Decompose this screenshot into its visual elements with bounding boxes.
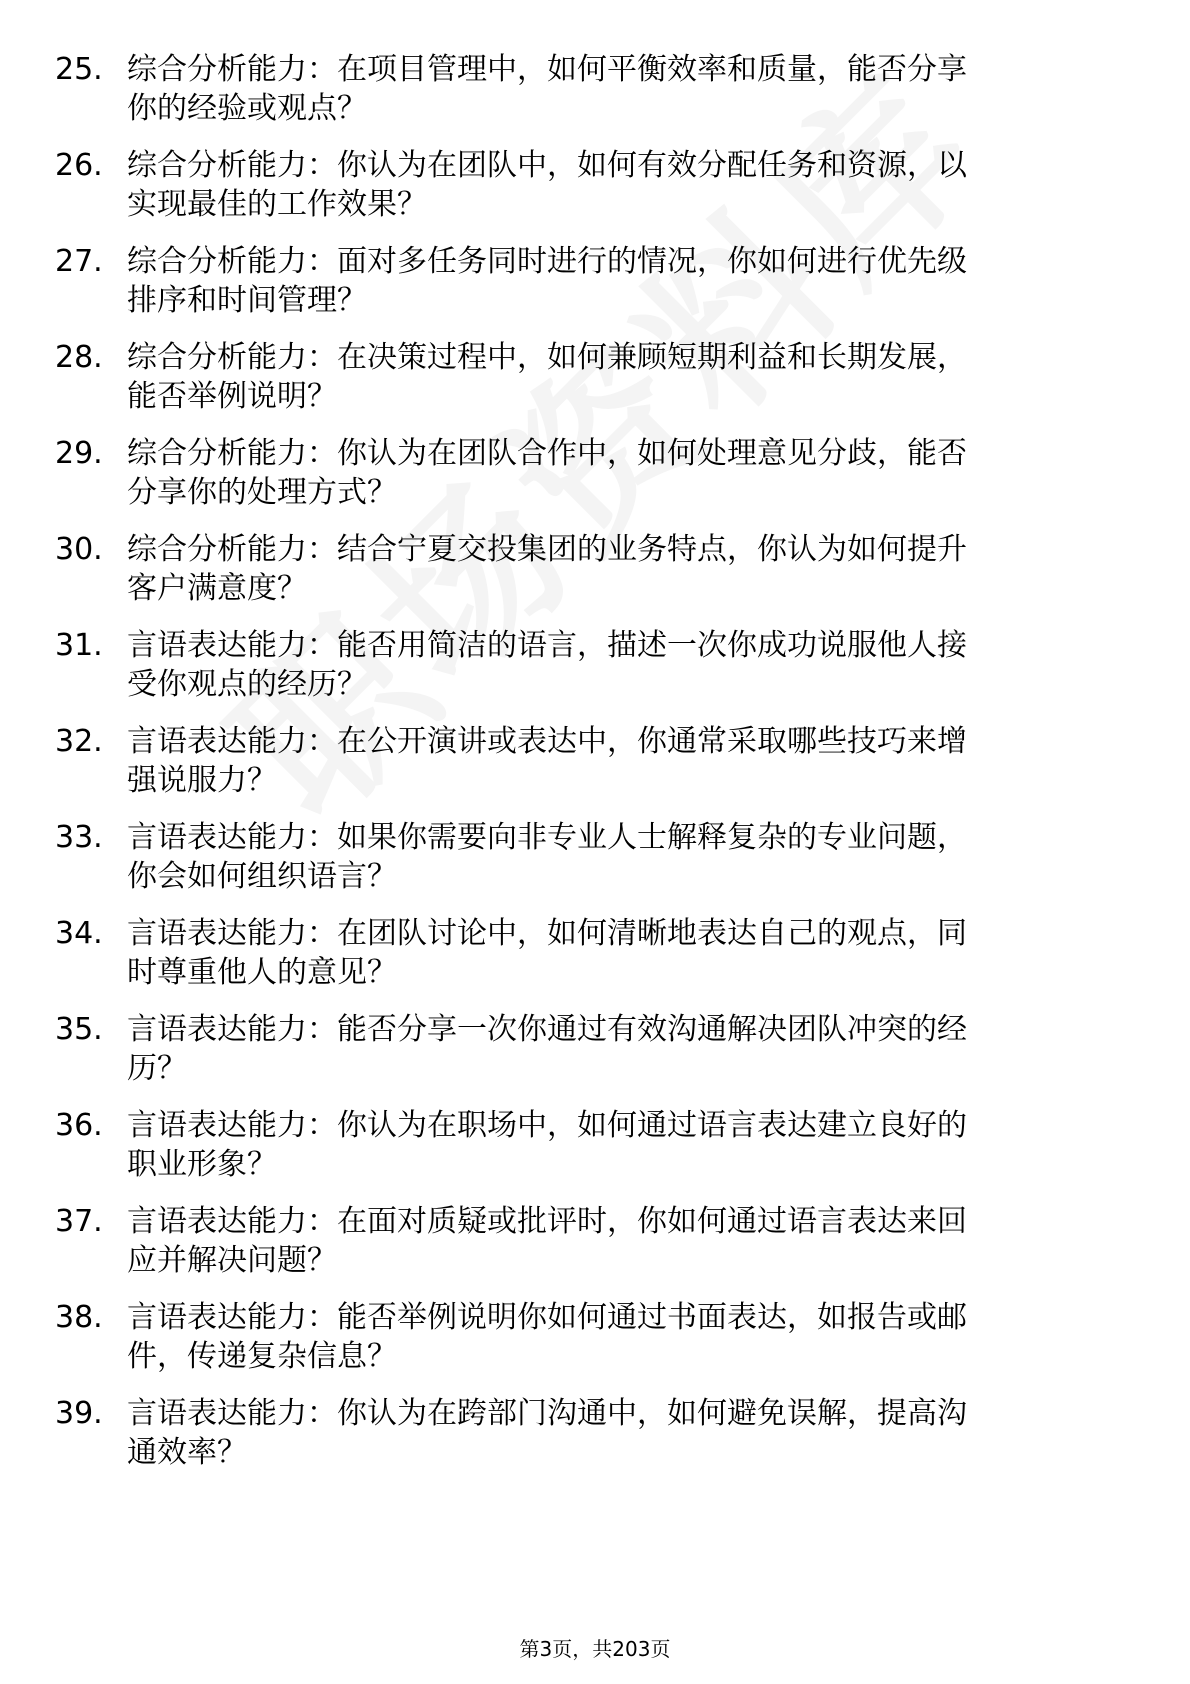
item-text: 言语表达能力：在面对质疑或批评时，你如何通过语言表达来回 应并解决问题？ (127, 1204, 967, 1278)
list-item (55, 1010, 1115, 1088)
item-text: 综合分析能力：你认为在团队中，如何有效分配任务和资源，以 实现最佳的工作效果？ (127, 148, 967, 222)
page-number: 第3页，共203页 (519, 1637, 671, 1661)
list-item (55, 1394, 1115, 1472)
item-text: 言语表达能力：能否用简洁的语言，描述一次你成功说服他人接 受你观点的经历？ (127, 628, 967, 702)
item-number: 34. (55, 916, 103, 951)
item-number: 25. (55, 52, 103, 87)
list-item (55, 818, 1115, 896)
item-number: 32. (55, 724, 103, 759)
list-item (55, 1298, 1115, 1376)
item-text: 言语表达能力：在团队讨论中，如何清晰地表达自己的观点，同 时尊重他人的意见？ (127, 916, 967, 990)
item-text: 综合分析能力：结合宁夏交投集团的业务特点，你认为如何提升 客户满意度？ (127, 532, 967, 606)
list-item (55, 914, 1115, 992)
list-item (55, 530, 1115, 608)
list-item (55, 626, 1115, 704)
list-item (55, 434, 1115, 512)
item-number: 38. (55, 1300, 103, 1335)
item-text: 综合分析能力：在项目管理中，如何平衡效率和质量，能否分享 你的经验或观点？ (127, 52, 967, 126)
item-text: 言语表达能力：在公开演讲或表达中，你通常采取哪些技巧来增 强说服力？ (127, 724, 967, 798)
item-number: 26. (55, 148, 103, 183)
list-item (55, 146, 1115, 224)
item-number: 36. (55, 1108, 103, 1143)
item-number: 31. (55, 628, 103, 663)
item-number: 35. (55, 1012, 103, 1047)
item-number: 28. (55, 340, 103, 375)
list-item (55, 1106, 1115, 1184)
item-number: 27. (55, 244, 103, 279)
item-number: 29. (55, 436, 103, 471)
question-list (55, 50, 1115, 1490)
item-number: 37. (55, 1204, 103, 1239)
item-text: 言语表达能力：能否举例说明你如何通过书面表达，如报告或邮 件，传递复杂信息？ (127, 1300, 967, 1374)
list-item (55, 338, 1115, 416)
list-item (55, 242, 1115, 320)
item-text: 综合分析能力：面对多任务同时进行的情况，你如何进行优先级 排序和时间管理？ (127, 244, 967, 318)
item-text: 言语表达能力：你认为在跨部门沟通中，如何避免误解，提高沟 通效率？ (127, 1396, 967, 1470)
item-text: 言语表达能力：能否分享一次你通过有效沟通解决团队冲突的经 历？ (127, 1012, 967, 1086)
item-number: 33. (55, 820, 103, 855)
list-item (55, 722, 1115, 800)
item-number: 39. (55, 1396, 103, 1431)
item-number: 30. (55, 532, 103, 567)
item-text: 言语表达能力：如果你需要向非专业人士解释复杂的专业问题， 你会如何组织语言？ (127, 820, 967, 894)
list-item (55, 50, 1115, 128)
item-text: 综合分析能力：在决策过程中，如何兼顾短期利益和长期发展， 能否举例说明？ (127, 340, 967, 414)
list-item (55, 1202, 1115, 1280)
item-text: 综合分析能力：你认为在团队合作中，如何处理意见分歧，能否 分享你的处理方式？ (127, 436, 967, 510)
item-text: 言语表达能力：你认为在职场中，如何通过语言表达建立良好的 职业形象？ (127, 1108, 967, 1182)
